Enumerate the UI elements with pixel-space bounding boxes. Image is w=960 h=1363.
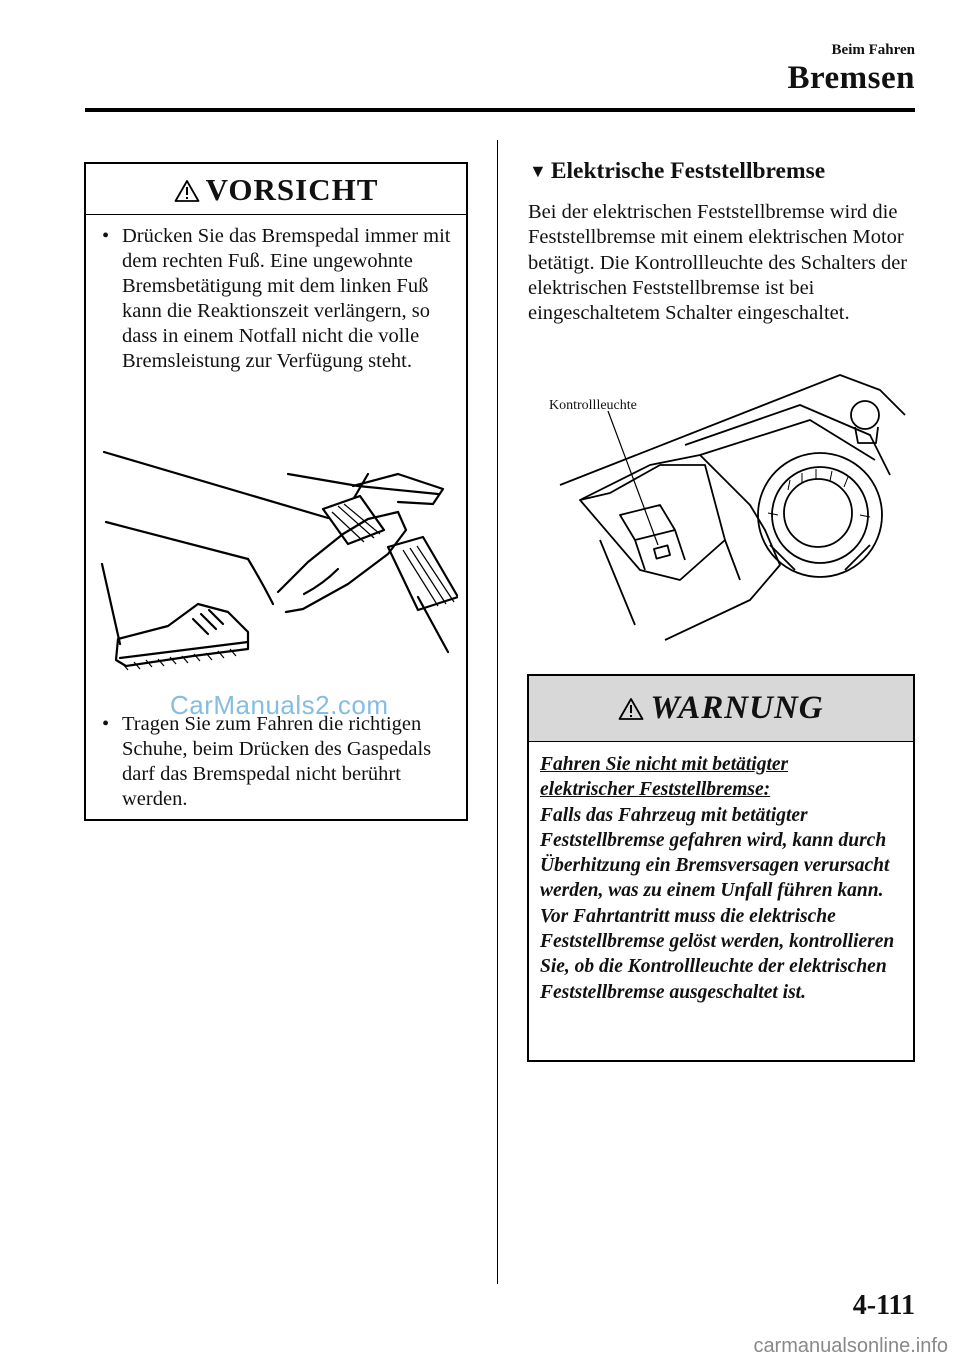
warning-triangle-icon <box>174 179 200 203</box>
header-rule <box>85 108 915 112</box>
bullet-dot: • <box>102 225 110 247</box>
subsection-heading <box>529 158 825 185</box>
caution-bullet-text: Tragen Sie zum Fahren die richtigen Schuhe, beim Drücken des Gaspedals darf das Bremspedal nicht berührt werden. <box>122 713 432 810</box>
subsection-title: Elektrische Feststellbremse <box>550 158 826 184</box>
warning-title: WARNUNG <box>650 690 824 726</box>
warning-heading-line-1: Fahren Sie nicht mit betätigter <box>540 754 789 775</box>
watermark: CarManuals2.com <box>170 690 389 720</box>
caution-bullet-text: Drücken Sie das Bremspedal immer mit dem rechten Fuß. Eine ungewohnte Bremsbetätigung mit dem linken Fuß kann die Reaktionszeit verlängern, so dass in einem Notfall nicht die volle Bremsleistung zur Verfügung steht. <box>122 225 451 372</box>
caution-box <box>84 162 468 821</box>
triangle-marker-icon: ▼ <box>529 161 547 181</box>
caution-bullet-2 <box>102 712 452 812</box>
warning-triangle-icon <box>618 697 644 721</box>
bullet-dot: • <box>102 713 110 735</box>
watermark: carmanualsonline.info <box>753 1335 948 1357</box>
warning-header <box>529 676 913 742</box>
chapter-title: Beim Fahren <box>831 42 915 58</box>
indicator-light-label: Kontrollleuchte <box>549 398 637 413</box>
caution-header <box>86 164 466 215</box>
warning-body-1: Falls das Fahrzeug mit betätigter Feststellbremse gefahren wird, kann durch Überhitzung ein Bremsversagen verursacht werden, was zu einem Unfall führen kann. <box>540 804 890 902</box>
warning-body-2: Vor Fahrtantritt muss die elektrische Feststellbremse gelöst werden, kontrollieren Sie, ob die Kontrollleuchte der elektrischen Feststellbremse ausgeschaltet ist. <box>540 905 895 1003</box>
warning-text <box>540 752 910 1005</box>
page-number: 4-111 <box>852 1290 915 1321</box>
section-title: Bremsen <box>787 60 915 96</box>
column-divider <box>497 140 498 1284</box>
pedal-illustration <box>98 434 458 674</box>
warning-heading-line-2: elektrischer Feststellbremse: <box>540 779 771 801</box>
warning-box <box>527 674 915 1062</box>
caution-title: VORSICHT <box>205 172 379 207</box>
caution-bullet-1 <box>102 224 452 374</box>
subsection-paragraph: Bei der elektrischen Feststellbremse wird die Feststellbremse mit einem elektrischen Motor betätigt. Die Kontrollleuchte des Schalters der elektrischen Feststellbremse ist bei eingeschaltetem Schalter eingeschaltet. <box>528 201 908 325</box>
